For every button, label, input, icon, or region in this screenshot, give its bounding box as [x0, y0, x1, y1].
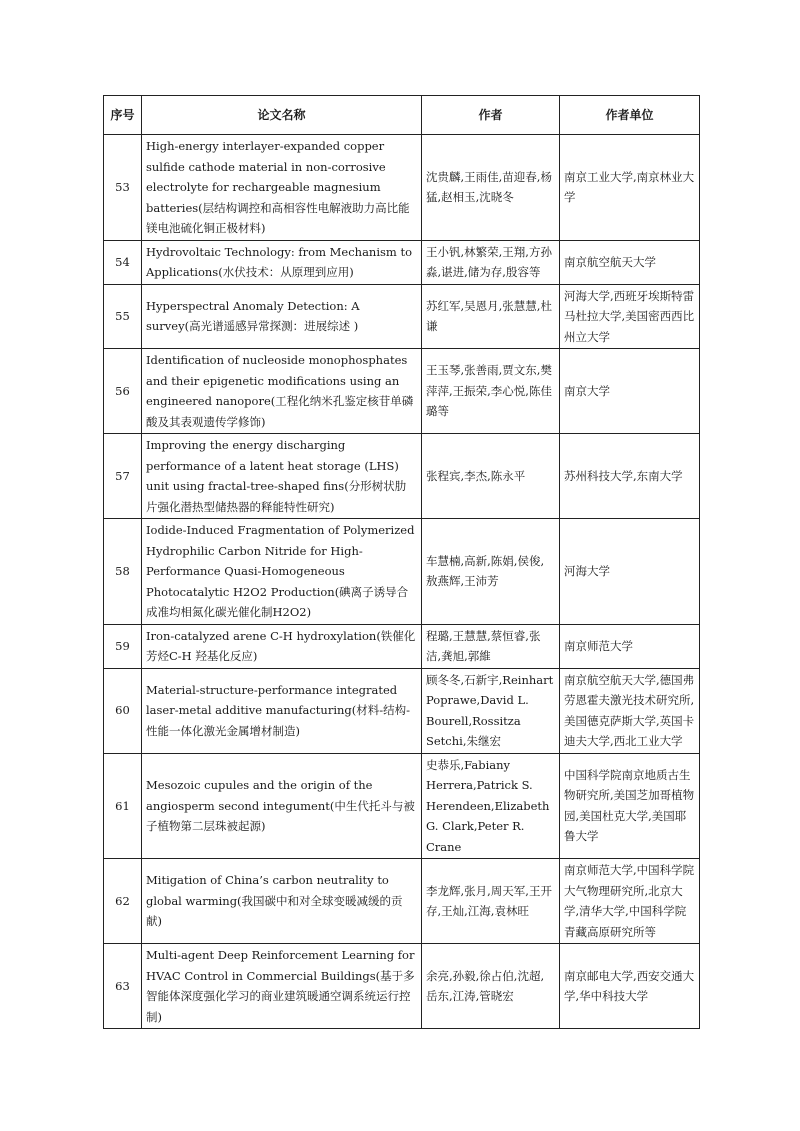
table-row — [104, 624, 700, 668]
paper-title: Iodide-Induced Fragmentation of Polymerized Hydrophilic Carbon Nitride for High-Performance Quasi-Homogeneous Photocatalytic H2O2 Production(碘离子诱导合成准均相氮化碳光催化制H2O2) — [142, 519, 422, 625]
paper-authors: 顾冬冬,石新宇,Reinhart Poprawe,David L. Bourell,Rossitza Setchi,朱继宏 — [422, 668, 560, 753]
table-row — [104, 859, 700, 944]
author-affiliations: 河海大学 — [560, 519, 700, 625]
paper-authors: 车慧楠,高新,陈娟,侯俊,敖燕辉,王沛芳 — [422, 519, 560, 625]
header-number: 序号 — [104, 96, 142, 135]
paper-title: Mesozoic cupules and the origin of the angiosperm second integument(中生代托斗与被子植物第二层珠被起源) — [142, 753, 422, 859]
table-row — [104, 944, 700, 1029]
author-affiliations: 南京航空航天大学 — [560, 240, 700, 284]
paper-authors: 王小钒,林繁荣,王翔,方孙淼,谌进,储为存,殷容等 — [422, 240, 560, 284]
author-affiliations: 南京师范大学,中国科学院大气物理研究所,北京大学,清华大学,中国科学院青藏高原研究所等 — [560, 859, 700, 944]
paper-authors: 余亮,孙毅,徐占伯,沈超,岳东,江涛,管晓宏 — [422, 944, 560, 1029]
paper-title: Mitigation of China’s carbon neutrality to global warming(我国碳中和对全球变暖减缓的贡献) — [142, 859, 422, 944]
row-number: 61 — [104, 753, 142, 859]
row-number: 59 — [104, 624, 142, 668]
paper-title: Improving the energy discharging performance of a latent heat storage (LHS) unit using fractal-tree-shaped fins(分形树状肋片强化潜热型储热器的释能特性研究) — [142, 434, 422, 519]
document-page — [103, 95, 699, 1029]
table-row — [104, 668, 700, 753]
author-affiliations: 苏州科技大学,东南大学 — [560, 434, 700, 519]
header-author-unit: 作者单位 — [560, 96, 700, 135]
paper-authors: 史恭乐,Fabiany Herrera,Patrick S. Herendeen,Elizabeth G. Clark,Peter R. Crane — [422, 753, 560, 859]
header-author: 作者 — [422, 96, 560, 135]
paper-list-table — [103, 95, 700, 1029]
author-affiliations: 南京大学 — [560, 349, 700, 434]
table-row — [104, 519, 700, 625]
paper-authors: 沈贵麟,王雨佳,苗迎春,杨猛,赵相玉,沈晓冬 — [422, 135, 560, 241]
author-affiliations: 南京航空航天大学,德国弗劳恩霍夫激光技术研究所,美国德克萨斯大学,英国卡迪夫大学,西北工业大学 — [560, 668, 700, 753]
paper-authors: 程璐,王慧慧,蔡恒睿,张洁,龚旭,郭維 — [422, 624, 560, 668]
table-row — [104, 135, 700, 241]
author-affiliations: 中国科学院南京地质古生物研究所,美国芝加哥植物园,美国杜克大学,美国耶鲁大学 — [560, 753, 700, 859]
table-row — [104, 284, 700, 349]
table-row — [104, 240, 700, 284]
paper-title: High-energy interlayer-expanded copper sulfide cathode material in non-corrosive electrolyte for rechargeable magnesium batteries(层结构调控和高相容性电解液助力高比能镁电池硫化铜正极材料) — [142, 135, 422, 241]
row-number: 63 — [104, 944, 142, 1029]
paper-title: Identification of nucleoside monophosphates and their epigenetic modifications using an engineered nanopore(工程化纳米孔鉴定核苷单磷酸及其表观遗传学修饰) — [142, 349, 422, 434]
table-row — [104, 349, 700, 434]
author-affiliations: 南京师范大学 — [560, 624, 700, 668]
header-paper-title: 论文名称 — [142, 96, 422, 135]
row-number: 55 — [104, 284, 142, 349]
row-number: 58 — [104, 519, 142, 625]
row-number: 53 — [104, 135, 142, 241]
author-affiliations: 河海大学,西班牙埃斯特雷马杜拉大学,美国密西西比州立大学 — [560, 284, 700, 349]
paper-title: Multi-agent Deep Reinforcement Learning for HVAC Control in Commercial Buildings(基于多智能体深度强化学习的商业建筑暖通空调系统运行控制) — [142, 944, 422, 1029]
row-number: 62 — [104, 859, 142, 944]
table-header-row — [104, 96, 700, 135]
paper-title: Hyperspectral Anomaly Detection: A survey(高光谱遥感异常探测：进展综述 ) — [142, 284, 422, 349]
paper-authors: 李龙辉,张月,周天军,王开存,王灿,江海,袁林旺 — [422, 859, 560, 944]
paper-authors: 王玉琴,张善雨,贾文东,樊萍萍,王振荣,李心悦,陈佳璐等 — [422, 349, 560, 434]
author-affiliations: 南京邮电大学,西安交通大学,华中科技大学 — [560, 944, 700, 1029]
row-number: 54 — [104, 240, 142, 284]
paper-title: Material-structure-performance integrated laser-metal additive manufacturing(材料-结构-性能一体化激光金属增材制造) — [142, 668, 422, 753]
paper-title: Hydrovoltaic Technology: from Mechanism to Applications(水伏技术：从原理到应用) — [142, 240, 422, 284]
table-row — [104, 753, 700, 859]
row-number: 60 — [104, 668, 142, 753]
paper-authors: 苏红军,吴恩月,张慧慧,杜谦 — [422, 284, 560, 349]
row-number: 56 — [104, 349, 142, 434]
paper-title: Iron-catalyzed arene C-H hydroxylation(铁催化芳烃C-H 羟基化反应) — [142, 624, 422, 668]
table-row — [104, 434, 700, 519]
author-affiliations: 南京工业大学,南京林业大学 — [560, 135, 700, 241]
paper-authors: 张程宾,李杰,陈永平 — [422, 434, 560, 519]
row-number: 57 — [104, 434, 142, 519]
